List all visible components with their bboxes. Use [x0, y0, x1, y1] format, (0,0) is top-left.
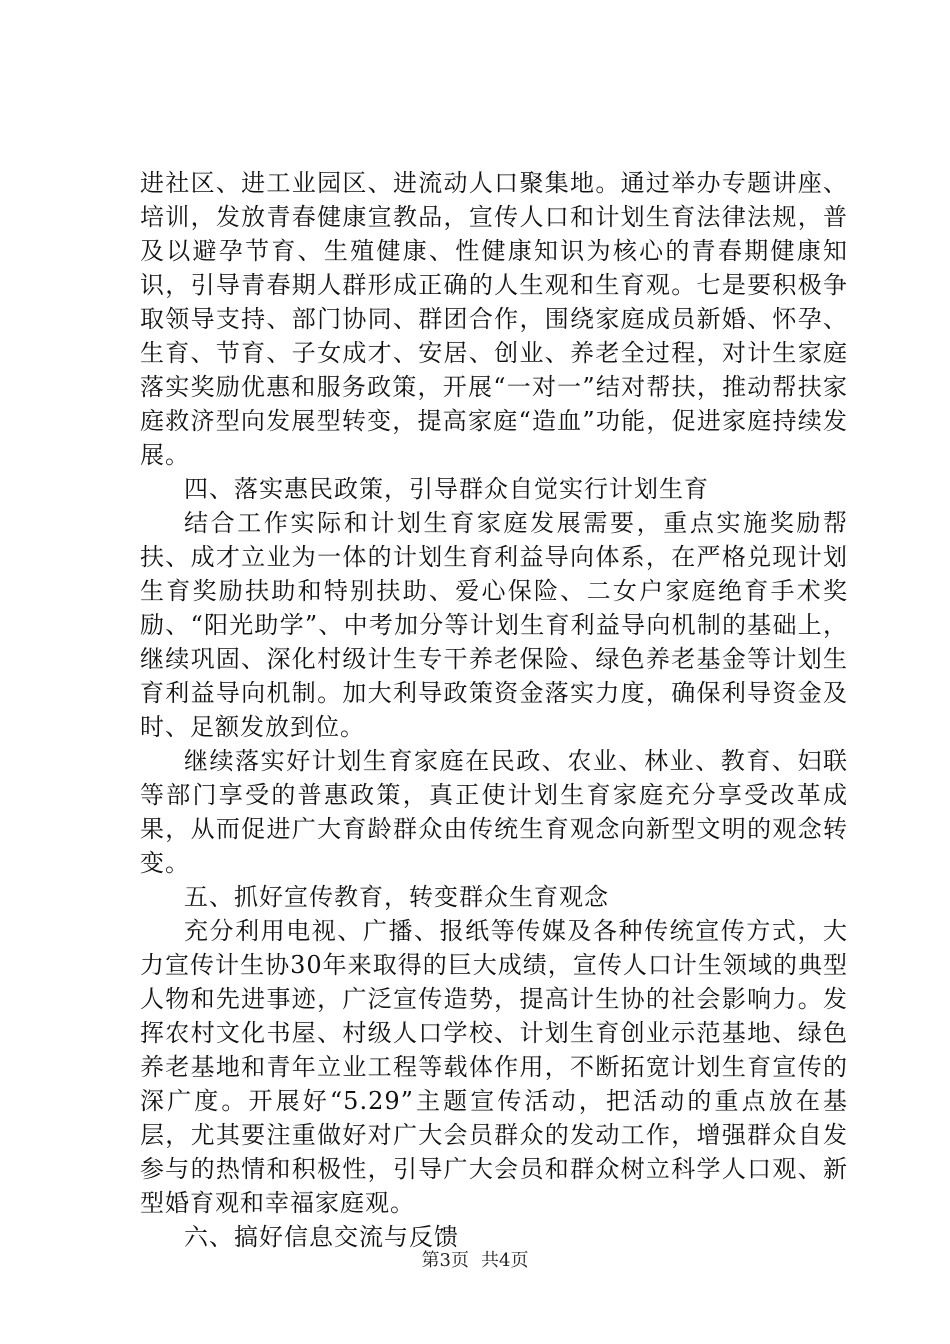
paragraph-4: 充分利用电视、广播、报纸等传媒及各种传统宣传方式，大力宣传计生协30年来取得的巨大成绩，宣传人口计生领域的典型人物和先进事迹，广泛宣传造势，提高计生协的社会影响力。发挥农村文化书屋、村级人口学校、计划生育创业示范基地、绿色养老基地和青年立业工程等载体作用，不断拓宽计划生育宣传的深广度。开展好“5.29”主题宣传活动，把活动的重点放在基层，尤其要注重做好对广大会员群众的发动工作，增强群众自发参与的热情和积极性，引导广大会员和群众树立科学人口观、新型婚育观和幸福家庭观。	[140, 917, 848, 1217]
paragraph-1: 进社区、进工业园区、进流动人口聚集地。通过举办专题讲座、培训，发放青春健康宣教品，宣传人口和计划生育法律法规，普及以避孕节育、生殖健康、性健康知识为核心的青春期健康知识，引导青春期人群形成正确的人生观和生育观。七是要积极争取领导支持、部门协同、群团合作，围绕家庭成员新婚、怀孕、生育、节育、子女成才、安居、创业、养老全过程，对计生家庭落实奖励优惠和服务政策，开展“一对一”结对帮扶，推动帮扶家庭救济型向发展型转变，提高家庭“造血”功能，促进家庭持续发展。	[140, 169, 848, 469]
section-heading-5: 五、抓好宣传教育，转变群众生育观念	[184, 883, 609, 911]
page-total: 共4页	[481, 1250, 529, 1271]
section-heading-4: 四、落实惠民政策，引导群众自觉实行计划生育	[184, 475, 709, 503]
page-footer	[0, 1246, 950, 1272]
paragraph-2: 结合工作实际和计划生育家庭发展需要，重点实施奖励帮扶、成才立业为一体的计划生育利益导向体系，在严格兑现计划生育奖励扶助和特别扶助、爱心保险、二女户家庭绝育手术奖励、“阳光助学”、中考加分等计划生育利益导向机制的基础上，继续巩固、深化村级计生专干养老保险、绿色养老基金等计划生育利益导向机制。加大利导政策资金落实力度，确保利导资金及时、足额发放到位。	[140, 509, 848, 741]
section-heading-6: 六、搞好信息交流与反馈	[184, 1223, 459, 1251]
page-number: 第3页	[421, 1250, 469, 1271]
document-body	[140, 166, 848, 1254]
paragraph-3: 继续落实好计划生育家庭在民政、农业、林业、教育、妇联等部门享受的普惠政策，真正使计划生育家庭充分享受改革成果，从而促进广大育龄群众由传统生育观念向新型文明的观念转变。	[140, 747, 848, 877]
